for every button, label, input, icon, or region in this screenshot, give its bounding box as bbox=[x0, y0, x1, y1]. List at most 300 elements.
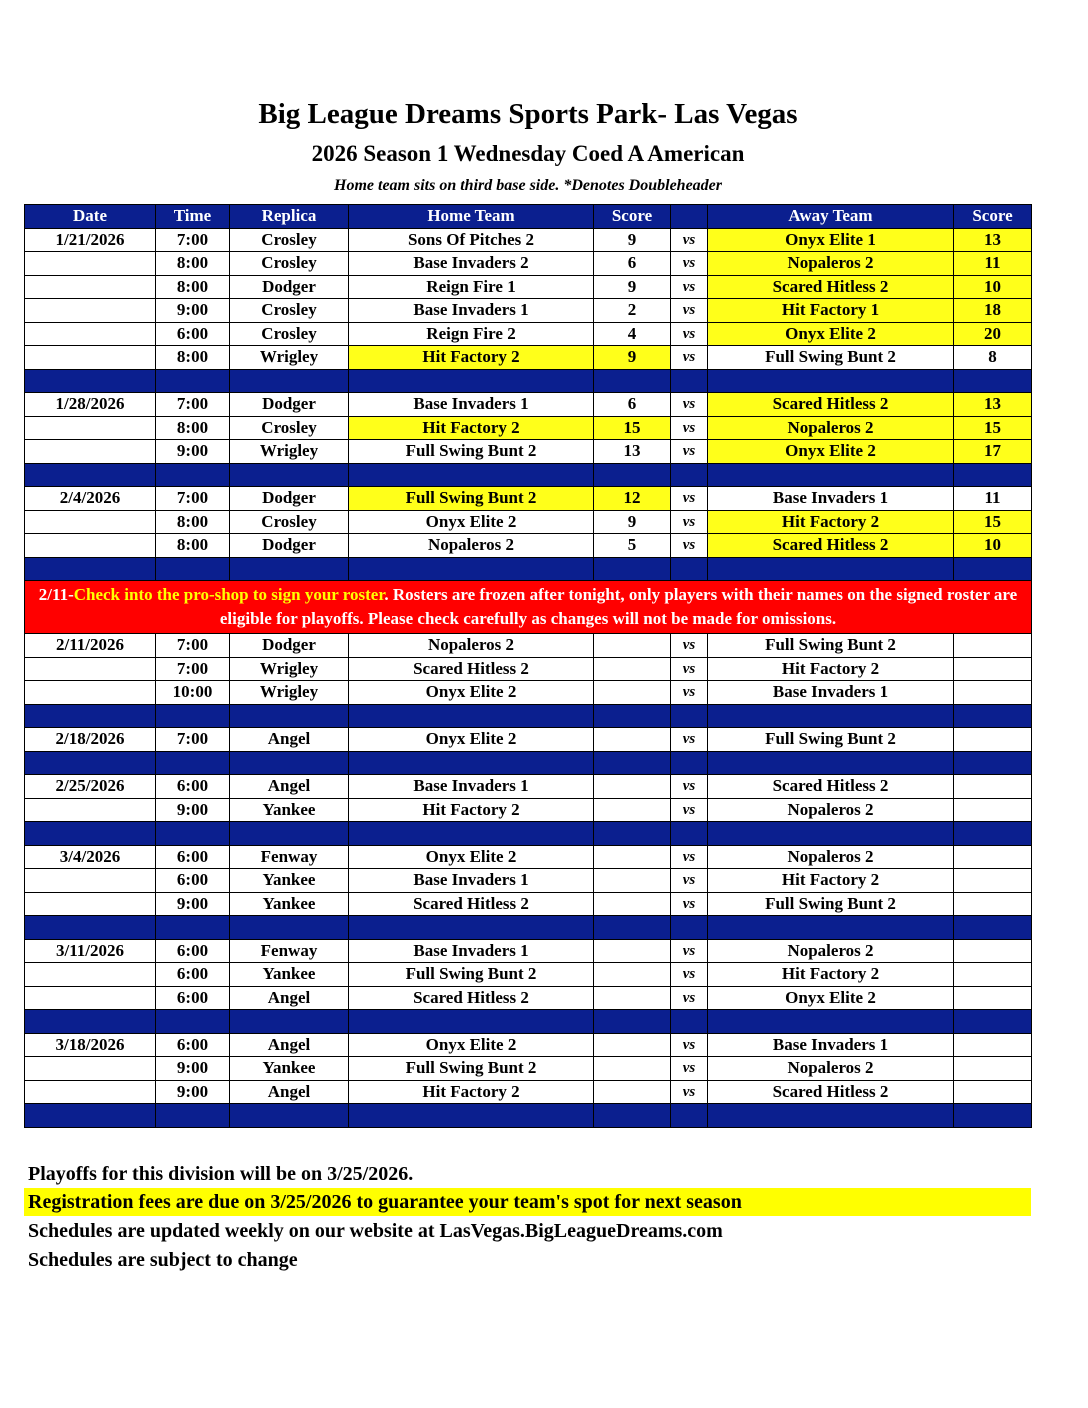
separator-cell bbox=[230, 704, 349, 728]
separator-cell bbox=[349, 704, 594, 728]
away-team: Nopaleros 2 bbox=[708, 939, 954, 963]
game-date: 2/25/2026 bbox=[25, 775, 156, 799]
game-time: 9:00 bbox=[156, 798, 230, 822]
separator-cell bbox=[954, 916, 1032, 940]
separator-cell bbox=[230, 916, 349, 940]
away-score bbox=[954, 892, 1032, 916]
game-row bbox=[25, 986, 1032, 1010]
separator-cell bbox=[708, 557, 954, 581]
vs-label: vs bbox=[671, 393, 708, 417]
away-team: Scared Hitless 2 bbox=[708, 534, 954, 558]
game-field: Yankee bbox=[230, 963, 349, 987]
separator-cell bbox=[25, 822, 156, 846]
away-team: Hit Factory 2 bbox=[708, 869, 954, 893]
game-date: 2/11/2026 bbox=[25, 634, 156, 658]
separator-cell bbox=[349, 822, 594, 846]
page-title: Big League Dreams Sports Park- Las Vegas bbox=[258, 98, 798, 130]
game-row bbox=[25, 1057, 1032, 1081]
home-score: 13 bbox=[594, 440, 671, 464]
column-header-date: Date bbox=[25, 205, 156, 229]
page-note: Home team sits on third base side. *Denotes Doubleheader bbox=[334, 177, 722, 194]
separator-cell bbox=[708, 822, 954, 846]
game-row bbox=[25, 1080, 1032, 1104]
separator-cell bbox=[671, 822, 708, 846]
game-date bbox=[25, 963, 156, 987]
home-score bbox=[594, 939, 671, 963]
away-team: Nopaleros 2 bbox=[708, 416, 954, 440]
home-team: Scared Hitless 2 bbox=[349, 657, 594, 681]
game-date: 2/4/2026 bbox=[25, 487, 156, 511]
game-time: 7:00 bbox=[156, 634, 230, 658]
game-row bbox=[25, 1033, 1032, 1057]
separator-cell bbox=[156, 751, 230, 775]
game-row bbox=[25, 487, 1032, 511]
game-field: Dodger bbox=[230, 275, 349, 299]
vs-label: vs bbox=[671, 416, 708, 440]
away-team: Onyx Elite 1 bbox=[708, 228, 954, 252]
home-team: Nopaleros 2 bbox=[349, 534, 594, 558]
vs-label: vs bbox=[671, 322, 708, 346]
away-team: Nopaleros 2 bbox=[708, 252, 954, 276]
schedule-body bbox=[25, 228, 1032, 1127]
away-score bbox=[954, 657, 1032, 681]
separator-cell bbox=[230, 822, 349, 846]
separator-cell bbox=[954, 704, 1032, 728]
vs-label: vs bbox=[671, 1057, 708, 1081]
separator-cell bbox=[156, 557, 230, 581]
away-team: Full Swing Bunt 2 bbox=[708, 728, 954, 752]
separator-cell bbox=[708, 1010, 954, 1034]
separator-row bbox=[25, 751, 1032, 775]
home-team: Scared Hitless 2 bbox=[349, 892, 594, 916]
footer-website: Schedules are updated weekly on our website at LasVegas.BigLeagueDreams.com bbox=[28, 1220, 723, 1242]
home-team: Full Swing Bunt 2 bbox=[349, 440, 594, 464]
game-time: 6:00 bbox=[156, 322, 230, 346]
separator-cell bbox=[349, 1104, 594, 1128]
away-score: 8 bbox=[954, 346, 1032, 370]
away-score bbox=[954, 869, 1032, 893]
vs-label: vs bbox=[671, 845, 708, 869]
home-score bbox=[594, 1057, 671, 1081]
column-header-away-team: Away Team bbox=[708, 205, 954, 229]
away-score bbox=[954, 986, 1032, 1010]
vs-label: vs bbox=[671, 939, 708, 963]
away-score bbox=[954, 681, 1032, 705]
home-score: 5 bbox=[594, 534, 671, 558]
notice-rest: . Rosters are frozen after tonight, only players with their names on the signed roster are eligible for playoffs. Please check carefully as changes will not be made for omissions. bbox=[219, 585, 1018, 628]
game-date: 2/18/2026 bbox=[25, 728, 156, 752]
away-score: 18 bbox=[954, 299, 1032, 323]
separator-cell bbox=[954, 557, 1032, 581]
away-team: Scared Hitless 2 bbox=[708, 1080, 954, 1104]
away-team: Base Invaders 1 bbox=[708, 681, 954, 705]
column-header-time: Time bbox=[156, 205, 230, 229]
game-field: Angel bbox=[230, 986, 349, 1010]
game-date bbox=[25, 892, 156, 916]
vs-label: vs bbox=[671, 487, 708, 511]
separator-cell bbox=[156, 1104, 230, 1128]
away-team: Hit Factory 2 bbox=[708, 963, 954, 987]
away-score: 15 bbox=[954, 416, 1032, 440]
vs-label: vs bbox=[671, 634, 708, 658]
separator-cell bbox=[25, 1010, 156, 1034]
game-field: Dodger bbox=[230, 534, 349, 558]
home-team: Nopaleros 2 bbox=[349, 634, 594, 658]
separator-cell bbox=[594, 704, 671, 728]
game-row bbox=[25, 322, 1032, 346]
game-date bbox=[25, 322, 156, 346]
game-field: Dodger bbox=[230, 634, 349, 658]
game-date bbox=[25, 534, 156, 558]
game-date bbox=[25, 681, 156, 705]
separator-cell bbox=[954, 463, 1032, 487]
separator-cell bbox=[708, 1104, 954, 1128]
separator-cell bbox=[671, 557, 708, 581]
game-field: Angel bbox=[230, 1033, 349, 1057]
separator-cell bbox=[671, 704, 708, 728]
separator-cell bbox=[954, 1010, 1032, 1034]
notice-highlight: Check into the pro-shop to sign your roster bbox=[73, 585, 385, 604]
home-team: Hit Factory 2 bbox=[349, 416, 594, 440]
game-date: 3/18/2026 bbox=[25, 1033, 156, 1057]
separator-row bbox=[25, 822, 1032, 846]
game-field: Yankee bbox=[230, 798, 349, 822]
separator-cell bbox=[671, 751, 708, 775]
notice-prefix: 2/11- bbox=[38, 585, 74, 604]
home-team: Base Invaders 1 bbox=[349, 939, 594, 963]
home-team: Onyx Elite 2 bbox=[349, 510, 594, 534]
game-field: Crosley bbox=[230, 510, 349, 534]
separator-cell bbox=[594, 822, 671, 846]
game-date: 3/11/2026 bbox=[25, 939, 156, 963]
game-date: 3/4/2026 bbox=[25, 845, 156, 869]
home-score: 6 bbox=[594, 252, 671, 276]
game-time: 9:00 bbox=[156, 1057, 230, 1081]
home-score bbox=[594, 892, 671, 916]
game-time: 9:00 bbox=[156, 1080, 230, 1104]
home-team: Onyx Elite 2 bbox=[349, 728, 594, 752]
game-date bbox=[25, 299, 156, 323]
home-score bbox=[594, 657, 671, 681]
home-team: Hit Factory 2 bbox=[349, 798, 594, 822]
away-team: Full Swing Bunt 2 bbox=[708, 634, 954, 658]
away-score bbox=[954, 1033, 1032, 1057]
roster-notice-row bbox=[25, 581, 1032, 634]
away-score: 11 bbox=[954, 252, 1032, 276]
separator-cell bbox=[349, 369, 594, 393]
game-field: Wrigley bbox=[230, 657, 349, 681]
separator-cell bbox=[671, 1104, 708, 1128]
away-team: Nopaleros 2 bbox=[708, 1057, 954, 1081]
away-team: Scared Hitless 2 bbox=[708, 275, 954, 299]
separator-cell bbox=[954, 1104, 1032, 1128]
vs-label: vs bbox=[671, 986, 708, 1010]
separator-cell bbox=[594, 557, 671, 581]
away-team: Hit Factory 2 bbox=[708, 657, 954, 681]
game-date bbox=[25, 1057, 156, 1081]
home-score bbox=[594, 728, 671, 752]
game-field: Angel bbox=[230, 775, 349, 799]
game-time: 8:00 bbox=[156, 252, 230, 276]
game-row bbox=[25, 416, 1032, 440]
separator-cell bbox=[156, 822, 230, 846]
game-row bbox=[25, 510, 1032, 534]
table-header-row bbox=[25, 205, 1032, 229]
away-team: Base Invaders 1 bbox=[708, 487, 954, 511]
vs-label: vs bbox=[671, 963, 708, 987]
game-field: Wrigley bbox=[230, 346, 349, 370]
game-date: 1/21/2026 bbox=[25, 228, 156, 252]
separator-cell bbox=[954, 822, 1032, 846]
away-score bbox=[954, 1080, 1032, 1104]
away-score: 17 bbox=[954, 440, 1032, 464]
game-row bbox=[25, 869, 1032, 893]
game-time: 6:00 bbox=[156, 986, 230, 1010]
game-time: 7:00 bbox=[156, 228, 230, 252]
column-header-home-score: Score bbox=[594, 205, 671, 229]
game-time: 6:00 bbox=[156, 1033, 230, 1057]
game-date bbox=[25, 440, 156, 464]
separator-cell bbox=[25, 463, 156, 487]
game-time: 6:00 bbox=[156, 869, 230, 893]
game-field: Fenway bbox=[230, 939, 349, 963]
separator-cell bbox=[25, 369, 156, 393]
home-score bbox=[594, 1080, 671, 1104]
game-time: 7:00 bbox=[156, 393, 230, 417]
game-date bbox=[25, 657, 156, 681]
vs-label: vs bbox=[671, 728, 708, 752]
home-score: 9 bbox=[594, 275, 671, 299]
game-field: Angel bbox=[230, 728, 349, 752]
game-field: Crosley bbox=[230, 322, 349, 346]
vs-label: vs bbox=[671, 252, 708, 276]
separator-cell bbox=[156, 1010, 230, 1034]
home-score bbox=[594, 681, 671, 705]
game-row bbox=[25, 252, 1032, 276]
away-score: 13 bbox=[954, 228, 1032, 252]
home-score bbox=[594, 986, 671, 1010]
away-team: Onyx Elite 2 bbox=[708, 986, 954, 1010]
vs-label: vs bbox=[671, 299, 708, 323]
separator-row bbox=[25, 916, 1032, 940]
separator-cell bbox=[25, 557, 156, 581]
separator-cell bbox=[708, 751, 954, 775]
home-team: Base Invaders 1 bbox=[349, 393, 594, 417]
game-time: 8:00 bbox=[156, 510, 230, 534]
game-date bbox=[25, 252, 156, 276]
vs-label: vs bbox=[671, 228, 708, 252]
home-team: Hit Factory 2 bbox=[349, 1080, 594, 1104]
home-team: Base Invaders 1 bbox=[349, 299, 594, 323]
vs-label: vs bbox=[671, 1033, 708, 1057]
separator-cell bbox=[230, 1104, 349, 1128]
home-team: Base Invaders 2 bbox=[349, 252, 594, 276]
home-team: Hit Factory 2 bbox=[349, 346, 594, 370]
separator-cell bbox=[708, 916, 954, 940]
game-time: 6:00 bbox=[156, 845, 230, 869]
game-row bbox=[25, 534, 1032, 558]
column-header-away-score: Score bbox=[954, 205, 1032, 229]
separator-cell bbox=[594, 369, 671, 393]
game-field: Wrigley bbox=[230, 681, 349, 705]
game-row bbox=[25, 299, 1032, 323]
away-score bbox=[954, 728, 1032, 752]
home-team: Full Swing Bunt 2 bbox=[349, 1057, 594, 1081]
game-time: 9:00 bbox=[156, 440, 230, 464]
away-score bbox=[954, 634, 1032, 658]
vs-label: vs bbox=[671, 869, 708, 893]
home-team: Base Invaders 1 bbox=[349, 869, 594, 893]
home-team: Full Swing Bunt 2 bbox=[349, 963, 594, 987]
separator-cell bbox=[25, 704, 156, 728]
home-team: Onyx Elite 2 bbox=[349, 1033, 594, 1057]
away-score: 13 bbox=[954, 393, 1032, 417]
separator-cell bbox=[594, 1010, 671, 1034]
game-row bbox=[25, 440, 1032, 464]
game-time: 8:00 bbox=[156, 346, 230, 370]
away-score bbox=[954, 963, 1032, 987]
game-time: 8:00 bbox=[156, 275, 230, 299]
vs-label: vs bbox=[671, 510, 708, 534]
away-score bbox=[954, 1057, 1032, 1081]
separator-cell bbox=[25, 1104, 156, 1128]
away-score: 20 bbox=[954, 322, 1032, 346]
separator-cell bbox=[708, 463, 954, 487]
game-row bbox=[25, 798, 1032, 822]
vs-label: vs bbox=[671, 346, 708, 370]
game-time: 7:00 bbox=[156, 487, 230, 511]
separator-cell bbox=[230, 751, 349, 775]
home-score bbox=[594, 845, 671, 869]
home-score: 2 bbox=[594, 299, 671, 323]
game-time: 9:00 bbox=[156, 299, 230, 323]
column-header-replica: Replica bbox=[230, 205, 349, 229]
separator-cell bbox=[25, 751, 156, 775]
separator-cell bbox=[594, 916, 671, 940]
home-team: Reign Fire 2 bbox=[349, 322, 594, 346]
separator-cell bbox=[671, 369, 708, 393]
footer-registration: Registration fees are due on 3/25/2026 to guarantee your team's spot for next season bbox=[24, 1188, 1031, 1216]
game-date bbox=[25, 275, 156, 299]
away-score bbox=[954, 939, 1032, 963]
vs-label: vs bbox=[671, 892, 708, 916]
game-field: Angel bbox=[230, 1080, 349, 1104]
game-row bbox=[25, 892, 1032, 916]
away-team: Hit Factory 1 bbox=[708, 299, 954, 323]
vs-label: vs bbox=[671, 440, 708, 464]
home-team: Scared Hitless 2 bbox=[349, 986, 594, 1010]
home-score: 12 bbox=[594, 487, 671, 511]
game-date bbox=[25, 346, 156, 370]
away-score: 11 bbox=[954, 487, 1032, 511]
footer-change: Schedules are subject to change bbox=[28, 1249, 298, 1271]
away-score bbox=[954, 798, 1032, 822]
game-row bbox=[25, 939, 1032, 963]
game-date bbox=[25, 986, 156, 1010]
away-team: Base Invaders 1 bbox=[708, 1033, 954, 1057]
column-header-vs bbox=[671, 205, 708, 229]
game-field: Crosley bbox=[230, 299, 349, 323]
separator-row bbox=[25, 557, 1032, 581]
vs-label: vs bbox=[671, 657, 708, 681]
game-row bbox=[25, 775, 1032, 799]
away-score: 10 bbox=[954, 534, 1032, 558]
home-score bbox=[594, 634, 671, 658]
separator-cell bbox=[594, 1104, 671, 1128]
separator-cell bbox=[25, 916, 156, 940]
separator-cell bbox=[671, 916, 708, 940]
separator-cell bbox=[156, 916, 230, 940]
home-score: 9 bbox=[594, 228, 671, 252]
home-score: 15 bbox=[594, 416, 671, 440]
separator-cell bbox=[708, 704, 954, 728]
separator-cell bbox=[349, 916, 594, 940]
game-time: 7:00 bbox=[156, 657, 230, 681]
away-team: Full Swing Bunt 2 bbox=[708, 346, 954, 370]
away-team: Scared Hitless 2 bbox=[708, 775, 954, 799]
home-team: Onyx Elite 2 bbox=[349, 681, 594, 705]
game-row bbox=[25, 963, 1032, 987]
game-row bbox=[25, 228, 1032, 252]
home-score: 6 bbox=[594, 393, 671, 417]
game-row bbox=[25, 681, 1032, 705]
home-team: Reign Fire 1 bbox=[349, 275, 594, 299]
away-team: Nopaleros 2 bbox=[708, 845, 954, 869]
game-row bbox=[25, 393, 1032, 417]
home-score bbox=[594, 775, 671, 799]
game-time: 10:00 bbox=[156, 681, 230, 705]
game-time: 6:00 bbox=[156, 939, 230, 963]
footer-playoffs: Playoffs for this division will be on 3/25/2026. bbox=[28, 1163, 414, 1185]
game-field: Yankee bbox=[230, 869, 349, 893]
game-row bbox=[25, 657, 1032, 681]
separator-row bbox=[25, 463, 1032, 487]
game-time: 8:00 bbox=[156, 416, 230, 440]
away-team: Nopaleros 2 bbox=[708, 798, 954, 822]
game-time: 6:00 bbox=[156, 963, 230, 987]
separator-cell bbox=[594, 463, 671, 487]
separator-cell bbox=[156, 463, 230, 487]
game-field: Yankee bbox=[230, 1057, 349, 1081]
away-team: Scared Hitless 2 bbox=[708, 393, 954, 417]
separator-cell bbox=[708, 369, 954, 393]
away-team: Onyx Elite 2 bbox=[708, 322, 954, 346]
away-score bbox=[954, 775, 1032, 799]
separator-cell bbox=[671, 463, 708, 487]
game-field: Crosley bbox=[230, 252, 349, 276]
separator-cell bbox=[156, 369, 230, 393]
home-team: Base Invaders 1 bbox=[349, 775, 594, 799]
vs-label: vs bbox=[671, 681, 708, 705]
game-field: Fenway bbox=[230, 845, 349, 869]
separator-cell bbox=[230, 369, 349, 393]
home-score: 9 bbox=[594, 510, 671, 534]
vs-label: vs bbox=[671, 275, 708, 299]
game-field: Dodger bbox=[230, 393, 349, 417]
column-header-home-team: Home Team bbox=[349, 205, 594, 229]
away-score: 10 bbox=[954, 275, 1032, 299]
away-team: Hit Factory 2 bbox=[708, 510, 954, 534]
game-time: 9:00 bbox=[156, 892, 230, 916]
game-row bbox=[25, 346, 1032, 370]
vs-label: vs bbox=[671, 798, 708, 822]
game-field: Yankee bbox=[230, 892, 349, 916]
separator-cell bbox=[349, 1010, 594, 1034]
vs-label: vs bbox=[671, 775, 708, 799]
game-time: 6:00 bbox=[156, 775, 230, 799]
game-date bbox=[25, 869, 156, 893]
game-date bbox=[25, 1080, 156, 1104]
